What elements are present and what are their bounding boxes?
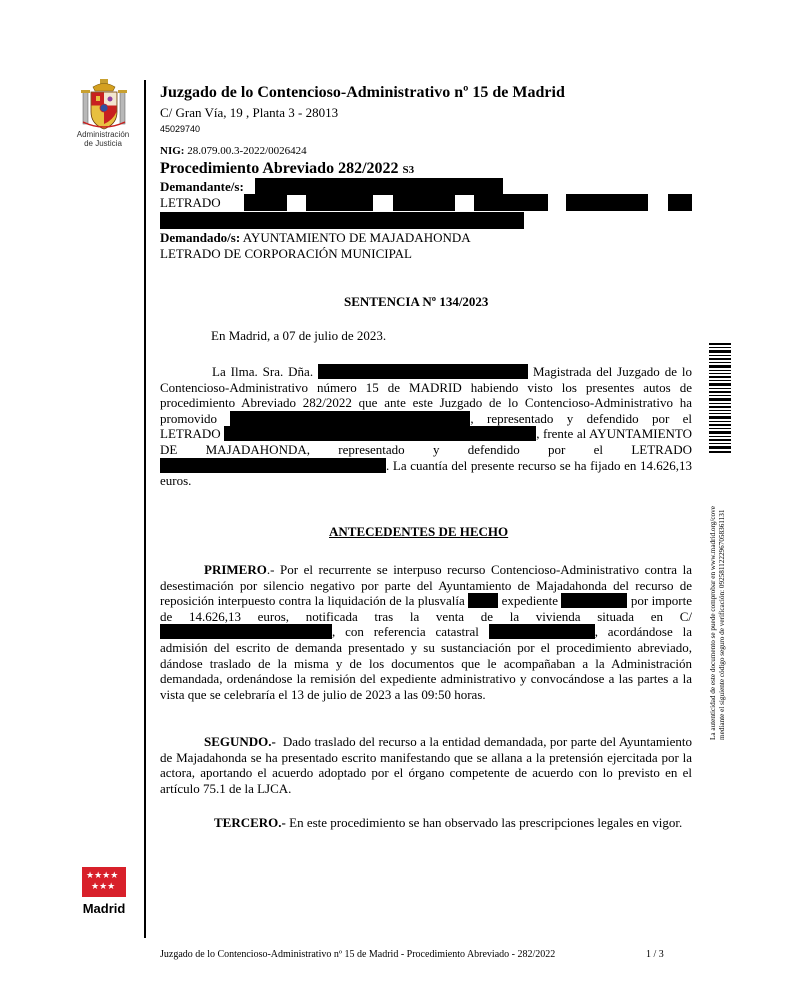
procedure-title bbox=[160, 160, 414, 178]
redaction-lawyer-4 bbox=[474, 194, 548, 211]
verification-line-2: mediante el siguiente código seguro de verificación: 0925811222967058361131 bbox=[718, 509, 726, 740]
primero-part-c: por importe de 14.626,13 euros, notificada tras la venta de la vivienda situada en C/ bbox=[160, 593, 692, 624]
segundo-text: Dado traslado del recurso a la entidad demandada, por parte del Ayuntamiento de Majadahonda se ha presentado escrito manifestando que se allana a la pretensión ejercitada por la actora, aportando el acuerdo adoptado por el órgano competente de acuerdo con lo previsto en el artículo 75.1 de la LJCA. bbox=[160, 734, 693, 796]
flag-stars-row-2: ★★★ bbox=[91, 882, 116, 892]
nig-line bbox=[160, 145, 307, 157]
defendant-label: Demandado/s: bbox=[160, 230, 241, 245]
court-code: 45029740 bbox=[160, 124, 201, 134]
redaction-catastral bbox=[489, 624, 595, 639]
primero-part-a: .- Por el recurrente se interpuso recurso Contencioso-Administrativo contra la desestimación por silencio negativo por parte del Ayuntamiento de Majadahonda del recurso de reposición interpuesto contra la liquidación de la plusvalía bbox=[160, 562, 692, 609]
segundo-label: SEGUNDO.- bbox=[204, 734, 276, 749]
tercero-paragraph bbox=[160, 815, 692, 831]
primero-paragraph bbox=[160, 562, 692, 702]
flag-stars-row-1: ★★★★ bbox=[86, 871, 119, 881]
intro-part-c: , representado y defendido por el LETRADO bbox=[160, 410, 693, 442]
redaction-plaintiff-name bbox=[230, 411, 470, 426]
redaction-address bbox=[160, 624, 332, 639]
date-line: En Madrid, a 07 de julio de 2023. bbox=[211, 328, 387, 343]
caption-line-2: de Justicia bbox=[84, 139, 122, 148]
defendant-name: AYUNTAMIENTO DE MAJADAHONDA bbox=[242, 230, 471, 245]
nig-value: 28.079.00.3-2022/0026424 bbox=[187, 145, 307, 157]
madrid-flag-icon bbox=[82, 867, 126, 897]
barcode-icon bbox=[709, 343, 731, 453]
redaction-lawyer-1 bbox=[244, 194, 287, 211]
margin-rule bbox=[144, 80, 146, 938]
redaction-lawyer-6 bbox=[668, 194, 692, 211]
justicia-crest-icon bbox=[80, 78, 128, 134]
tercero-label: TERCERO.- bbox=[214, 815, 286, 830]
court-title: Juzgado de lo Contencioso-Administrativo nº 15 de Madrid bbox=[160, 84, 565, 101]
primero-part-d: , con referencia catastral bbox=[332, 624, 479, 640]
redaction-plusvalia bbox=[468, 593, 498, 608]
primero-part-e: , acordándose la admisión del escrito de demanda presentado y su sustanciación por el procedimiento abreviado, dándose traslado de la misma y de los documentos que le acompañaban a la Administración demandada, ordenándose la remisión del expediente administrativo y convocándose a las partes a la vista que se celebraría el 13 de julio de 2023 a las 09:50 horas. bbox=[160, 624, 692, 702]
justicia-caption bbox=[70, 130, 136, 148]
procedure-suffix: S3 bbox=[402, 164, 415, 176]
redaction-judge bbox=[318, 364, 528, 379]
court-address: C/ Gran Vía, 19 , Planta 3 - 28013 bbox=[160, 105, 339, 120]
antecedentes-heading: ANTECEDENTES DE HECHO bbox=[329, 524, 509, 539]
primero-label: PRIMERO bbox=[204, 562, 267, 577]
defendant-lawyer: LETRADO DE CORPORACIÓN MUNICIPAL bbox=[160, 246, 412, 261]
redaction-plaintiff bbox=[255, 178, 503, 195]
plaintiff-label: Demandante/s: bbox=[160, 179, 244, 194]
madrid-wordmark: Madrid bbox=[82, 901, 126, 916]
primero-part-b: expediente bbox=[501, 593, 558, 609]
redaction-lawyer-7 bbox=[160, 212, 524, 229]
page-number: 1 / 3 bbox=[646, 949, 664, 960]
intro-part-b: Magistrada del Juzgado de lo Contencioso-Administrativo número 15 de MADRID habiendo visto los presentes autos de procedimiento Abreviado 282/2022 que ante este Juzgado de lo Contencioso-Administrativo ha promovido bbox=[160, 364, 693, 426]
intro-part-e: . La cuantía del presente recurso se ha fijado en 14.626,13 euros. bbox=[160, 457, 692, 489]
tercero-text: En este procedimiento se han observado las prescripciones legales en vigor. bbox=[289, 815, 683, 830]
redaction-lawyer-5 bbox=[566, 194, 648, 211]
redaction-lawyer-2 bbox=[306, 194, 373, 211]
redaction-lawyer-name bbox=[224, 426, 536, 441]
footer-text: Juzgado de lo Contencioso-Administrativo nº 15 de Madrid - Procedimiento Abreviado - 282/2022 bbox=[160, 949, 556, 960]
caption-line-1: Administración bbox=[76, 130, 130, 139]
segundo-paragraph bbox=[160, 734, 692, 796]
redaction-lawyer-3 bbox=[393, 194, 455, 211]
verification-line-1: La autenticidad de este documento se puede comprobar en www.madrid.org/cove bbox=[709, 506, 717, 740]
plaintiff-lawyer: LETRADO bbox=[160, 195, 221, 210]
intro-part-a: La Ilma. Sra. Dña. bbox=[212, 364, 314, 379]
verification-note bbox=[709, 460, 727, 740]
sentence-title: SENTENCIA Nº 134/2023 bbox=[344, 294, 489, 309]
procedure-number: Procedimiento Abreviado 282/2022 bbox=[160, 160, 399, 177]
nig-label: NIG: bbox=[160, 145, 185, 157]
intro-part-d: , frente al AYUNTAMIENTO DE MAJADAHONDA, representado y defendido por el LETRADO bbox=[160, 426, 693, 457]
redaction-defendant-lawyer bbox=[160, 458, 386, 473]
intro-paragraph bbox=[160, 364, 692, 489]
redaction-expediente bbox=[561, 593, 627, 608]
defendant-line bbox=[160, 230, 471, 246]
